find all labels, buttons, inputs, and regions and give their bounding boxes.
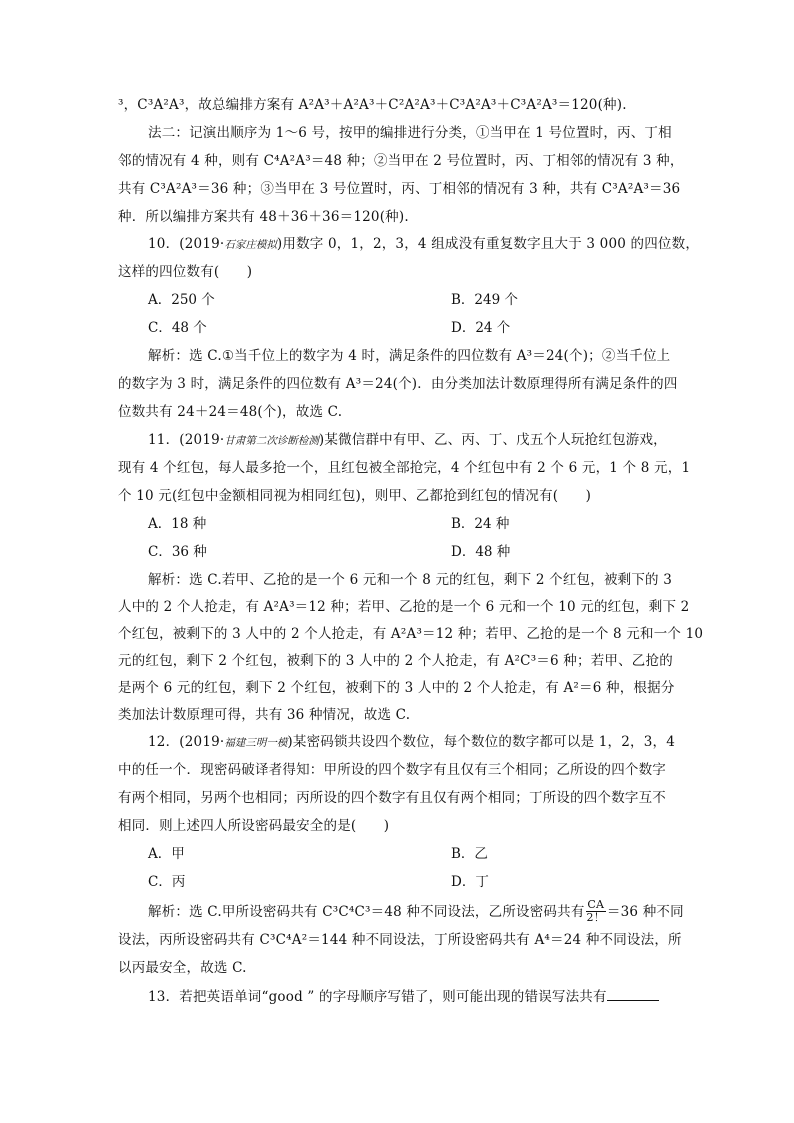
solution-line: 元的红包，剩下 2 个红包，被剩下的 3 人中的 2 个人抢走，有 A²C³＝6 种；若甲、乙抢的 xyxy=(118,653,673,669)
text-line: 邻的情况有 4 种，则有 C⁴A²A³＝48 种；②当甲在 2 号位置时，丙、丁相邻的情况有 3 种， xyxy=(118,153,684,169)
text-line: 个 10 元(红包中金额相同视为相同红包)，则甲、乙都抢到红包的情况有( ) xyxy=(118,488,592,504)
option-a: A．甲 xyxy=(148,846,185,862)
solution-line: 解析：选 C.①当千位上的数字为 4 时，满足条件的四位数有 A³＝24(个)；②当千位上 xyxy=(148,348,671,364)
option-c: C．48 个 xyxy=(148,320,207,336)
text-line: 有两个相同，另两个也相同；丙所设的四个数字有且仅有两个相同；丁所设的四个数字互不 xyxy=(118,790,666,806)
fraction-denominator: 2！ xyxy=(586,911,605,924)
text-line: 种．所以编排方案共有 48＋36＋36＝120(种). xyxy=(118,209,409,225)
answer-blank xyxy=(607,986,659,1001)
text-line: ³，C³A²A³，故总编排方案有 A²A³＋A²A³＋C²A²A³＋C³A²A³＋C³A²A³＝120(种). xyxy=(118,97,627,113)
text-line: 现有 4 个红包，每人最多抢一个，且红包被全部抢完，4 个红包中有 2 个 6 元，1 个 8 元，1 xyxy=(118,460,691,476)
solution-line: 是两个 6 元的红包，剩下 2 个红包，被剩下的 3 人中的 2 个人抢走，有 A²＝6 种，根据分 xyxy=(118,680,675,696)
solution-line: 位数共有 24＋24＝48(个)，故选 C. xyxy=(118,404,343,420)
fraction xyxy=(586,899,606,924)
question-text: 13．若把英语单词“good ” 的字母顺序写错了，则可能出现的错误写法共有 xyxy=(148,989,607,1005)
solution-line: 解析：选 C.若甲、乙抢的是一个 6 元和一个 8 元的红包，剩下 2 个红包，被剩下的 3 xyxy=(148,572,673,588)
option-d: D．48 种 xyxy=(451,544,511,560)
question-12 xyxy=(148,732,675,753)
text-line: 相同．则上述四人所设密码最安全的是( ) xyxy=(118,818,390,834)
solution-line: 类加法计数原理可得，共有 36 种情况，故选 C. xyxy=(118,707,411,723)
text-line: 法二：记演出顺序为 1～6 号，按甲的编排进行分类，①当甲在 1 号位置时，丙、丁相 xyxy=(148,125,672,141)
solution-text: 解析：选 C.甲所设密码共有 C³C⁴C³＝48 种不同设法，乙所设密码共有 xyxy=(148,904,585,920)
question-number: 12．(2019· xyxy=(148,734,225,750)
question-number: 11．(2019· xyxy=(148,432,225,448)
question-text: )某密码锁共设四个数位，每个数位的数字都可以是 1，2，3，4 xyxy=(287,734,676,750)
option-a: A．250 个 xyxy=(148,292,215,308)
question-source: 石家庄模拟 xyxy=(224,239,277,251)
option-c: C．36 种 xyxy=(148,544,207,560)
question-source: 甘肃第二次诊断检测 xyxy=(224,435,319,447)
question-13 xyxy=(148,986,659,1007)
solution-line: 的数字为 3 时，满足条件的四位数有 A³＝24(个)．由分类加法计数原理得所有满足条件的四 xyxy=(118,376,678,392)
text-line: 这样的四位数有( ) xyxy=(118,264,253,280)
option-b: B．乙 xyxy=(451,846,488,862)
option-b: B．24 种 xyxy=(451,516,510,532)
solution-text: ＝36 种不同 xyxy=(606,904,684,920)
solution-line: 个红包，被剩下的 3 人中的 2 个人抢走，有 A²A³＝12 种；若甲、乙抢的是一个 8 元和一个 10 xyxy=(118,626,704,642)
question-11 xyxy=(148,430,667,451)
question-number: 10．(2019· xyxy=(148,236,225,252)
question-10 xyxy=(148,234,699,255)
solution-line: 以丙最安全，故选 C. xyxy=(118,960,247,976)
question-text: )用数字 0，1，2，3，4 组成没有重复数字且大于 3 000 的四位数， xyxy=(276,236,700,252)
solution-line: 设法，丙所设密码共有 C³C⁴A²＝144 种不同设法，丁所设密码共有 A⁴＝24 种不同设法，所 xyxy=(118,932,682,948)
text-line: 中的任一个．现密码破译者得知：甲所设的四个数字有且仅有三个相同；乙所设的四个数字 xyxy=(118,762,666,778)
fraction-numerator: CA xyxy=(587,898,605,911)
option-d: D．24 个 xyxy=(451,320,511,336)
option-c: C．丙 xyxy=(148,874,186,890)
solution-line: 人中的 2 个人抢走，有 A²A³＝12 种；若甲、乙抢的是一个 6 元和一个 10 元的红包，剩下 2 xyxy=(118,599,690,615)
question-source: 福建三明一模 xyxy=(224,737,288,749)
option-d: D．丁 xyxy=(451,874,489,890)
question-text: )某微信群中有甲、乙、丙、丁、戊五个人玩抢红包游戏， xyxy=(318,432,667,448)
option-a: A．18 种 xyxy=(148,516,207,532)
solution-line xyxy=(148,900,684,925)
text-line: 共有 C³A²A³＝36 种；③当甲在 3 号位置时，丙、丁相邻的情况有 3 种，共有 C³A²A³＝36 xyxy=(118,181,681,197)
option-b: B．249 个 xyxy=(451,292,518,308)
